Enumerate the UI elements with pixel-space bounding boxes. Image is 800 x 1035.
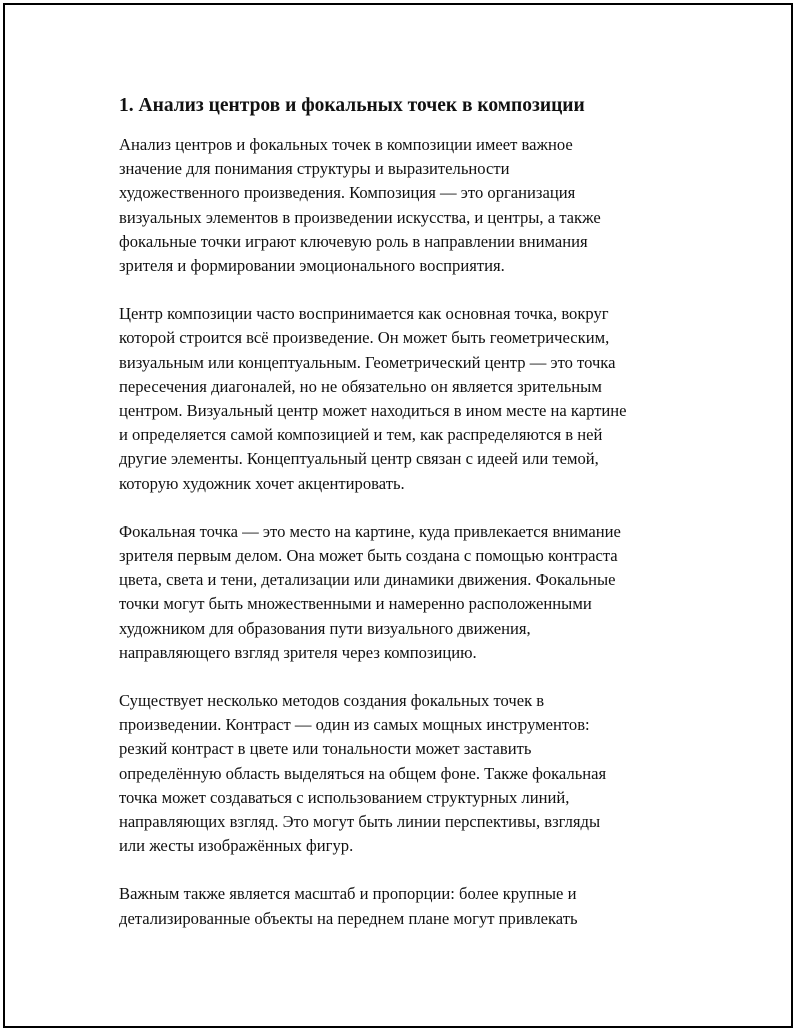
paragraph: [119, 882, 659, 930]
text-line: произведении. Контраст — один из самых мощных инструментов:: [119, 715, 590, 735]
text-line: определённую область выделяться на общем фоне. Также фокальная: [119, 763, 607, 783]
text-line: Важным также является масштаб и пропорции: более крупные и: [119, 884, 577, 904]
text-line: и определяется самой композицией и тем, как распределяются в ней: [119, 425, 603, 445]
text-line: фокальные точки играют ключевую роль в направлении внимания: [119, 231, 588, 251]
text-line: Центр композиции часто воспринимается как основная точка, вокруг: [119, 304, 609, 324]
text-line: резкий контраст в цвете или тональности может заставить: [119, 739, 532, 759]
text-line: которой строится всё произведение. Он может быть геометрическим,: [119, 328, 610, 348]
paragraph-list: [119, 133, 659, 931]
text-line: другие элементы. Концептуальный центр связан с идеей или темой,: [119, 449, 599, 469]
text-line: направляющих взгляд. Это могут быть линии перспективы, взгляды: [119, 812, 601, 832]
text-line: или жесты изображённых фигур.: [119, 836, 354, 856]
text-line: Существует несколько методов создания фокальных точек в: [119, 691, 545, 711]
text-line: Фокальная точка — это место на картине, куда привлекается внимание: [119, 521, 621, 541]
paragraph: [119, 302, 659, 496]
section-heading: 1. Анализ центров и фокальных точек в композиции: [119, 95, 585, 116]
paragraph: [119, 133, 659, 278]
text-line: Анализ центров и фокальных точек в композиции имеет важное: [119, 135, 573, 154]
text-line: точка может создаваться с использованием структурных линий,: [119, 787, 570, 807]
text-line: центром. Визуальный центр может находиться в ином месте на картине: [119, 401, 627, 421]
text-line: значение для понимания структуры и выразительности: [119, 159, 510, 179]
text-line: визуальным или концептуальным. Геометрический центр — это точка: [119, 352, 616, 372]
text-line: художником для образования пути визуального движения,: [119, 618, 531, 638]
text-line: цвета, света и тени, детализации или динамики движения. Фокальные: [119, 570, 616, 590]
text-line: направляющего взгляд зрителя через композицию.: [119, 642, 477, 662]
paragraph: [119, 689, 659, 858]
document-body: [119, 93, 659, 955]
text-line: детализированные объекты на переднем плане могут привлекать: [119, 908, 578, 928]
paragraph: [119, 520, 659, 665]
text-line: зрителя и формировании эмоционального восприятия.: [119, 256, 505, 276]
text-line: точки могут быть множественными и намеренно расположенными: [119, 594, 592, 614]
text-line: визуальных элементов в произведении искусства, и центры, а также: [119, 207, 601, 227]
text-line: которую художник хочет акцентировать.: [119, 473, 405, 493]
text-line: зрителя первым делом. Она может быть создана с помощью контраста: [119, 546, 618, 566]
text-line: пересечения диагоналей, но не обязательно он является зрительным: [119, 376, 602, 396]
text-line: художественного произведения. Композиция — это организация: [119, 183, 576, 203]
